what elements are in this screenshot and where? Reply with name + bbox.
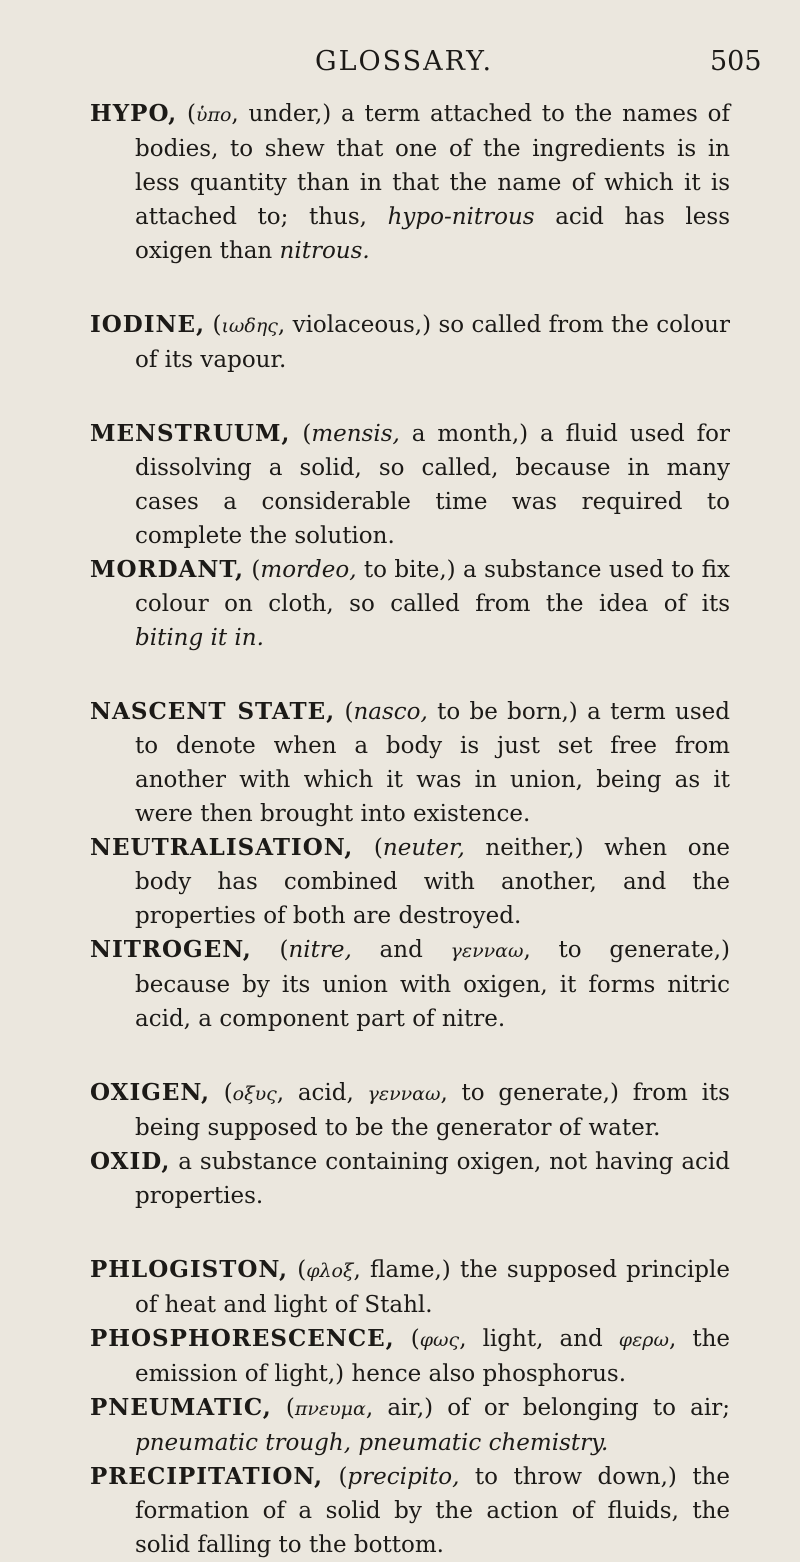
glossary-entry [90,553,730,655]
glossary-entry [90,308,730,377]
greek-etymon: πνευμα [294,1398,366,1420]
definition-text: a substance containing oxigen, not having acid properties. [135,1149,730,1209]
glossary-entries [90,97,730,1562]
definition-text: ( [290,421,312,447]
greek-etymon: φως [419,1329,460,1351]
glossary-entry [90,1076,730,1145]
entry-term: PRECIPITATION, [90,1463,323,1490]
entry-term: HYPO, [90,100,178,127]
definition-text: , light, and [459,1326,619,1352]
greek-etymon: φερω [618,1329,669,1351]
entry-term: MORDANT, [90,556,245,583]
definition-text: acid has less oxigen than [135,204,730,264]
definition-text: ( [205,312,222,338]
page-header [0,46,800,86]
glossary-entry [90,1391,730,1460]
entry-term: PNEUMATIC, [90,1394,272,1421]
glossary-entry [90,695,730,831]
glossary-entry [90,417,730,553]
glossary-entry [90,1145,730,1213]
definition-text: to throw down,) the formation of a solid by the action of fluids, the solid falling to the bottom. [135,1464,730,1558]
italic-text: precipito, [347,1464,460,1490]
italic-text: nitrous. [279,238,370,264]
definition-text: ( [394,1326,420,1352]
entry-term: MENSTRUUM, [90,420,291,447]
entry-term: PHLOGISTON, [90,1256,288,1283]
definition-text: ( [353,835,383,861]
glossary-entry [90,1322,730,1391]
definition-text: ( [335,699,354,725]
definition-text: a month,) a fluid used for dissolving a solid, so called, because in many cases a considerable time was required to complete the solution. [135,421,730,549]
entry-term: NASCENT STATE, [90,698,336,725]
italic-text: pneumatic trough, pneumatic chemistry. [135,1430,609,1456]
italic-text: mordeo, [260,557,357,583]
definition-text: neither,) when one body has combined with another, and the properties of both are destroyed. [135,835,730,929]
greek-etymon: ὑπο [195,104,232,126]
definition-text: , violaceous,) so called from the colour of its vapour. [135,312,730,373]
definition-text: ( [271,1395,295,1421]
definition-text: ( [244,557,261,583]
greek-etymon: ιωδης [221,315,278,337]
entry-term: PHOSPHORESCENCE, [90,1325,395,1352]
definition-text: , acid, [276,1080,368,1106]
greek-etymon: γενναω [367,1083,441,1105]
italic-text: neuter, [382,835,465,861]
glossary-entry [90,1460,730,1562]
glossary-entry [90,831,730,933]
definition-text: , to generate,) because by its union with oxigen, it forms nitric acid, a component part of nitre. [135,937,730,1032]
running-title: GLOSSARY. [315,46,494,77]
entry-term: OXID, [90,1148,171,1175]
greek-etymon: φλοξ [306,1260,354,1282]
italic-text: hypo-nitrous [387,204,535,230]
entry-term: OXIGEN, [90,1079,210,1106]
definition-text: , air,) of or belonging to air; [365,1395,730,1421]
glossary-entry [90,1253,730,1322]
definition-text: and [351,937,451,963]
entry-term: NITROGEN, [90,936,252,963]
definition-text: ( [287,1257,307,1283]
definition-text: ( [251,937,289,963]
definition-text: ( [177,101,196,127]
glossary-entry [90,933,730,1036]
definition-text: ( [322,1464,348,1490]
italic-text: mensis, [311,421,400,447]
definition-text: ( [209,1080,233,1106]
glossary-entry [90,97,730,268]
italic-text: biting it in. [135,625,264,651]
page-number: 505 [710,46,762,77]
entry-term: IODINE, [90,311,206,338]
italic-text: nitre, [288,937,352,963]
greek-etymon: οξυς [232,1083,277,1105]
definition-text: , the emission of light,) hence also phosphorus. [135,1326,730,1387]
definition-text: , flame,) the supposed principle of heat and light of Stahl. [135,1257,730,1318]
greek-etymon: γενναω [450,940,524,962]
definition-text: , to generate,) from its being supposed to be the generator of water. [135,1080,730,1141]
definition-text: to bite,) a substance used to fix colour on cloth, so called from the idea of its [135,557,730,617]
definition-text: , under,) a term attached to the names of bodies, to shew that one of the ingredients is in less quantity than in that the name of which it is attached to; thus, [135,101,730,230]
definition-text: to be born,) a term used to denote when a body is just set free from another with which it was in union, being as it were then brought into existence. [135,699,730,827]
entry-term: NEUTRALISATION, [90,834,354,861]
italic-text: nasco, [353,699,428,725]
